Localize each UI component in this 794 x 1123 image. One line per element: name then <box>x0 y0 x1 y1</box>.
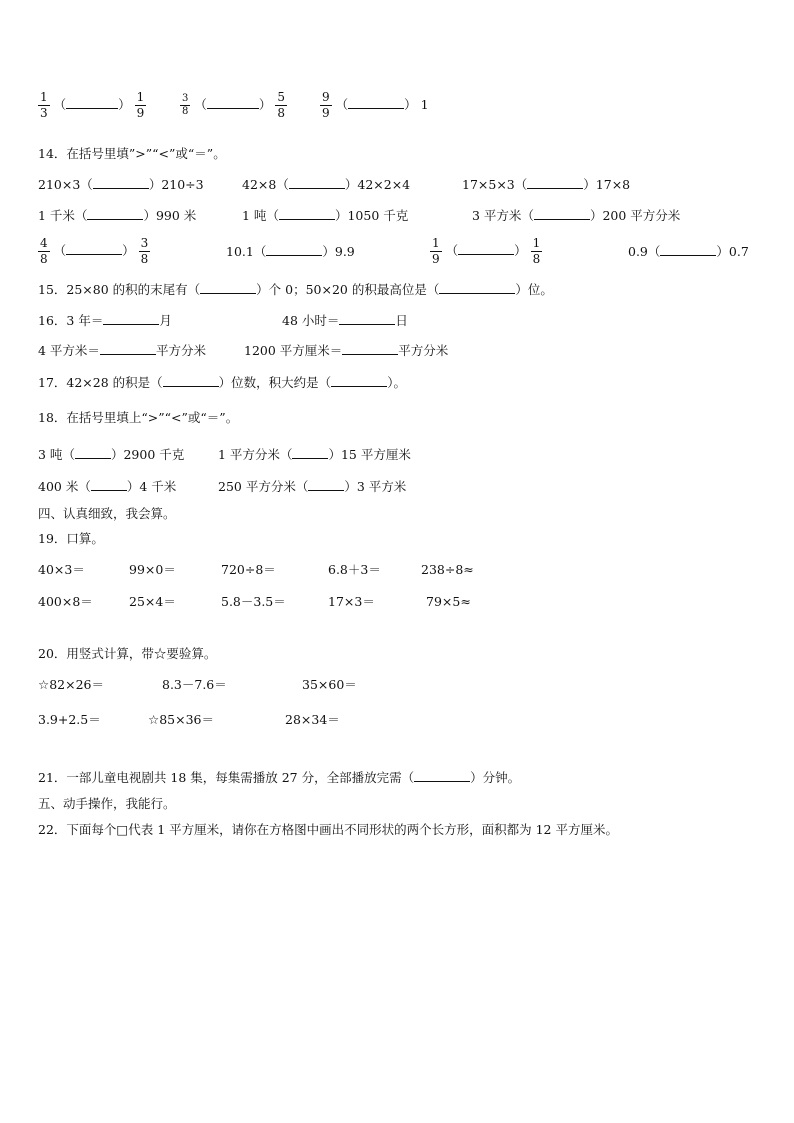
expression: 10.1 <box>226 244 254 259</box>
denominator: 9 <box>322 106 330 120</box>
question-17 <box>38 375 406 391</box>
fraction <box>430 236 442 267</box>
numerator: 9 <box>322 90 330 104</box>
expression: 250 平方分米 <box>218 479 296 494</box>
expression: 3 平方米 <box>356 479 407 494</box>
expression: 3 吨 <box>38 447 63 462</box>
answer-blank[interactable]: （ ） <box>74 208 156 223</box>
question-22: 22．下面每个□代表 1 平方厘米，请你在方格图中画出不同形状的两个长方形，面积都为 12 平方厘米。 <box>38 822 618 837</box>
question-text: 21．一部儿童电视剧共 18 集，每集需播放 27 分，全部播放完需（ <box>38 770 415 785</box>
expression: 1050 千克 <box>347 208 409 223</box>
expression: 400 米 <box>38 479 79 494</box>
q18-row-2 <box>218 479 406 495</box>
unit-label: 平方分米 <box>398 343 449 358</box>
numerator: 1 <box>40 90 48 104</box>
denominator: 9 <box>432 252 440 266</box>
expression: 1 千米 <box>38 208 75 223</box>
answer-blank[interactable] <box>163 375 219 387</box>
answer-blank[interactable]: （ ） <box>80 177 162 192</box>
question-20-title: 20．用竖式计算，带☆要验算。 <box>38 646 217 661</box>
q18-row-1 <box>218 447 411 463</box>
q19-item: 17×3＝ <box>328 594 375 609</box>
expression: 0.9 <box>628 244 648 259</box>
fraction <box>180 93 190 118</box>
question-text: 4 平方米＝ <box>38 343 100 358</box>
q20-item: ☆85×36＝ <box>148 712 214 727</box>
denominator: 9 <box>136 106 145 120</box>
expression: 2900 千克 <box>123 447 185 462</box>
question-16c <box>38 343 206 359</box>
answer-blank[interactable] <box>100 343 156 355</box>
answer-blank[interactable]: （ ） <box>53 97 131 112</box>
q14-row-1 <box>242 177 410 193</box>
question-text: 16．3 年＝ <box>38 313 104 328</box>
answer-blank[interactable]: （ ） <box>514 177 596 192</box>
denominator: 8 <box>532 252 541 266</box>
answer-blank[interactable] <box>439 282 515 294</box>
question-15 <box>38 282 553 298</box>
question-text: ）分钟。 <box>470 770 521 785</box>
q14-row-1 <box>462 177 630 193</box>
question-text: ）位。 <box>515 282 553 297</box>
question-18-title: 18．在括号里填上“>”“<”或“＝”。 <box>38 410 239 425</box>
q19-item: 40×3＝ <box>38 562 85 577</box>
expression: 17×5×3 <box>462 177 515 192</box>
fraction <box>139 236 151 267</box>
q20-item: 3.9+2.5＝ <box>38 712 101 727</box>
fraction <box>275 90 287 121</box>
expression: 4 千米 <box>139 479 177 494</box>
q20-item: 35×60＝ <box>302 677 357 692</box>
numerator: 3 <box>182 93 189 104</box>
expression: 990 米 <box>155 208 197 223</box>
question-text: 48 小时＝ <box>282 313 340 328</box>
q19-item: 720÷8＝ <box>221 562 276 577</box>
expression: 15 平方厘米 <box>340 447 411 462</box>
q14-row-3 <box>430 236 542 267</box>
fraction-compare-row <box>180 90 287 121</box>
section-4-heading: 四、认真细致，我会算。 <box>38 506 176 521</box>
q14-row-3 <box>226 244 355 260</box>
q20-item: 28×34＝ <box>285 712 340 727</box>
answer-blank[interactable]: （ ） <box>445 243 527 258</box>
q18-row-2 <box>38 479 176 495</box>
fraction <box>135 90 147 121</box>
answer-blank[interactable]: （ ） <box>335 97 417 112</box>
denominator: 8 <box>277 106 286 120</box>
expression: 200 平方分米 <box>602 208 681 223</box>
denominator: 8 <box>182 106 189 117</box>
section-5-heading: 五、动手操作，我能行。 <box>38 796 176 811</box>
answer-blank[interactable]: （ ） <box>78 479 140 494</box>
q19-item: 5.8－3.5＝ <box>221 594 286 609</box>
question-16a <box>38 313 172 329</box>
q14-row-3 <box>628 244 749 260</box>
q19-item: 79×5≈ <box>426 594 471 609</box>
numerator: 1 <box>432 236 440 250</box>
q18-row-1 <box>38 447 184 463</box>
answer-blank[interactable]: （ ） <box>194 97 272 112</box>
numerator: 4 <box>40 236 48 250</box>
question-text: 1200 平方厘米＝ <box>244 343 343 358</box>
fraction <box>531 236 543 267</box>
numerator: 3 <box>140 236 149 250</box>
answer-blank[interactable]: （ ） <box>279 447 341 462</box>
q14-row-2 <box>38 208 196 224</box>
answer-blank[interactable]: （ ） <box>253 244 335 259</box>
unit-label: 月 <box>159 313 172 328</box>
q14-row-1 <box>38 177 204 193</box>
expression: 1 吨 <box>242 208 267 223</box>
expression: 9.9 <box>334 244 355 259</box>
expression: 3 平方米 <box>472 208 522 223</box>
question-16d <box>244 343 448 359</box>
answer-blank[interactable] <box>200 282 256 294</box>
answer-blank[interactable]: （ ） <box>276 177 358 192</box>
q14-row-3 <box>38 236 150 267</box>
expression: 17×8 <box>595 177 631 192</box>
q14-row-2 <box>472 208 680 224</box>
answer-blank[interactable] <box>331 375 387 387</box>
question-text: ）。 <box>387 375 406 390</box>
question-text: 17．42×28 的积是（ <box>38 375 163 390</box>
expression: 1 平方分米 <box>218 447 280 462</box>
question-text: 15．25×80 的积的末尾有（ <box>38 282 201 297</box>
q19-item: 400×8＝ <box>38 594 93 609</box>
answer-blank[interactable] <box>342 343 398 355</box>
expression: 42×8 <box>242 177 277 192</box>
fraction-compare-row <box>38 90 146 121</box>
denominator: 8 <box>40 252 48 266</box>
answer-blank[interactable] <box>103 313 159 325</box>
question-text: ）个 0；50×20 的积最高位是（ <box>256 282 440 297</box>
numerator: 5 <box>277 90 286 104</box>
question-14-title: 14．在括号里填”>”“<”或“＝”。 <box>38 146 226 161</box>
denominator: 8 <box>140 252 149 266</box>
expression: 42×2×4 <box>357 177 411 192</box>
compare-value: 1 <box>420 97 429 112</box>
expression: 0.7 <box>728 244 749 259</box>
numerator: 1 <box>532 236 541 250</box>
unit-label: 日 <box>395 313 408 328</box>
denominator: 3 <box>40 106 48 120</box>
q14-row-2 <box>242 208 408 224</box>
expression: 210×3 <box>38 177 81 192</box>
answer-blank[interactable] <box>339 313 395 325</box>
answer-blank[interactable]: （ ） <box>266 208 348 223</box>
question-21 <box>38 770 520 786</box>
q20-item: 8.3－7.6＝ <box>162 677 227 692</box>
answer-blank[interactable]: （ ） <box>521 208 603 223</box>
fraction <box>38 90 50 121</box>
answer-blank[interactable]: （ ） <box>295 479 357 494</box>
answer-blank[interactable]: （ ） <box>53 243 135 258</box>
answer-blank[interactable] <box>414 770 470 782</box>
unit-label: 平方分米 <box>155 343 206 358</box>
q19-item: 238÷8≈ <box>421 562 474 577</box>
q19-item: 99×0＝ <box>129 562 176 577</box>
fraction-compare-row <box>320 90 429 121</box>
answer-blank[interactable]: （ ） <box>647 244 729 259</box>
question-16b <box>282 313 408 329</box>
question-text: ）位数，积大约是（ <box>218 375 332 390</box>
fraction <box>320 90 332 121</box>
question-19-title: 19．口算。 <box>38 531 104 546</box>
answer-blank[interactable]: （ ） <box>62 447 124 462</box>
fraction <box>38 236 50 267</box>
q19-item: 6.8＋3＝ <box>328 562 381 577</box>
q19-item: 25×4＝ <box>129 594 176 609</box>
numerator: 1 <box>136 90 145 104</box>
q20-item: ☆82×26＝ <box>38 677 104 692</box>
expression: 210÷3 <box>161 177 204 192</box>
